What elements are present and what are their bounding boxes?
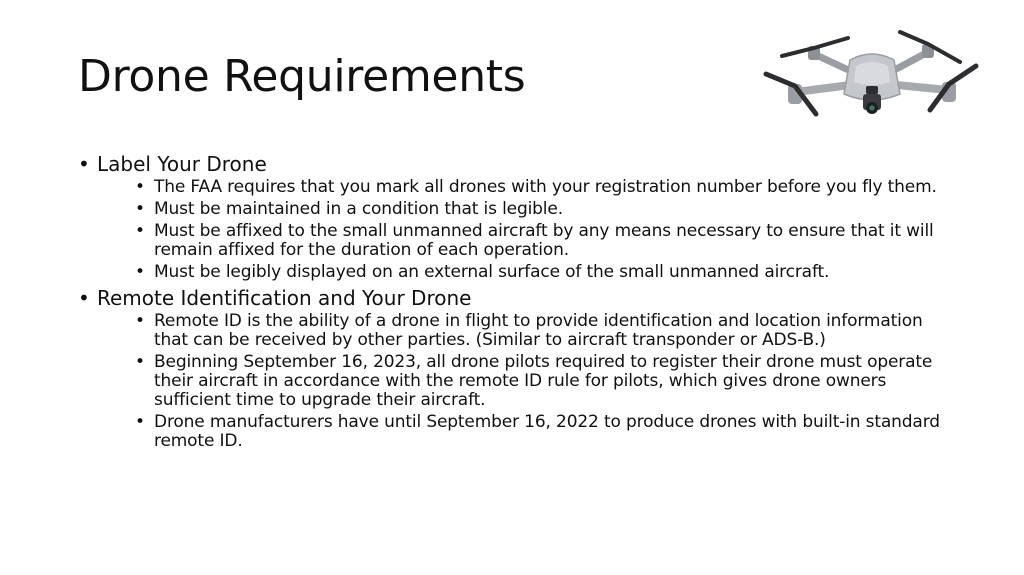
sub-bullet-item: [97, 263, 958, 282]
sub-bullet-item: [97, 312, 958, 350]
sub-bullet-item: [97, 353, 958, 410]
slide-content: [78, 152, 958, 455]
sub-bullet-list: [97, 312, 958, 451]
sub-bullet-list: [97, 178, 958, 282]
sub-bullet-text: • Remote ID is the ability of a drone in flight to provide identification and location information that can be received by other parties. (Similar to aircraft transponder or ADS-B.): [154, 311, 923, 350]
sub-bullet-text: • Must be affixed to the small unmanned aircraft by any means necessary to ensure that it will remain affixed for the duration of each operation.: [154, 221, 934, 260]
sub-bullet-text: • The FAA requires that you mark all drones with your registration number before you fly them.: [154, 177, 937, 197]
bullet-heading-label-drone: • Label Your Drone: [97, 152, 267, 176]
drone-image: [762, 22, 982, 126]
sub-bullet-text: • Must be maintained in a condition that is legible.: [154, 199, 563, 219]
sub-bullet-item: [97, 413, 958, 451]
bullet-heading-remote-id: • Remote Identification and Your Drone: [97, 286, 472, 310]
sub-bullet-item: [97, 178, 958, 197]
sub-bullet-item: [97, 222, 958, 260]
bullet-item: [78, 286, 958, 451]
bullet-list: [78, 152, 958, 451]
sub-bullet-text: • Drone manufacturers have until September 16, 2022 to produce drones with built-in standard remote ID.: [154, 412, 940, 451]
sub-bullet-text: • Must be legibly displayed on an external surface of the small unmanned aircraft.: [154, 262, 830, 282]
sub-bullet-item: [97, 200, 958, 219]
bullet-item: [78, 152, 958, 282]
sub-bullet-text: • Beginning September 16, 2023, all drone pilots required to register their drone must operate their aircraft in accordance with the remote ID rule for pilots, which gives drone owners sufficient time to upgrade their aircraft.: [154, 352, 933, 410]
slide-title: Drone Requirements: [78, 51, 526, 102]
